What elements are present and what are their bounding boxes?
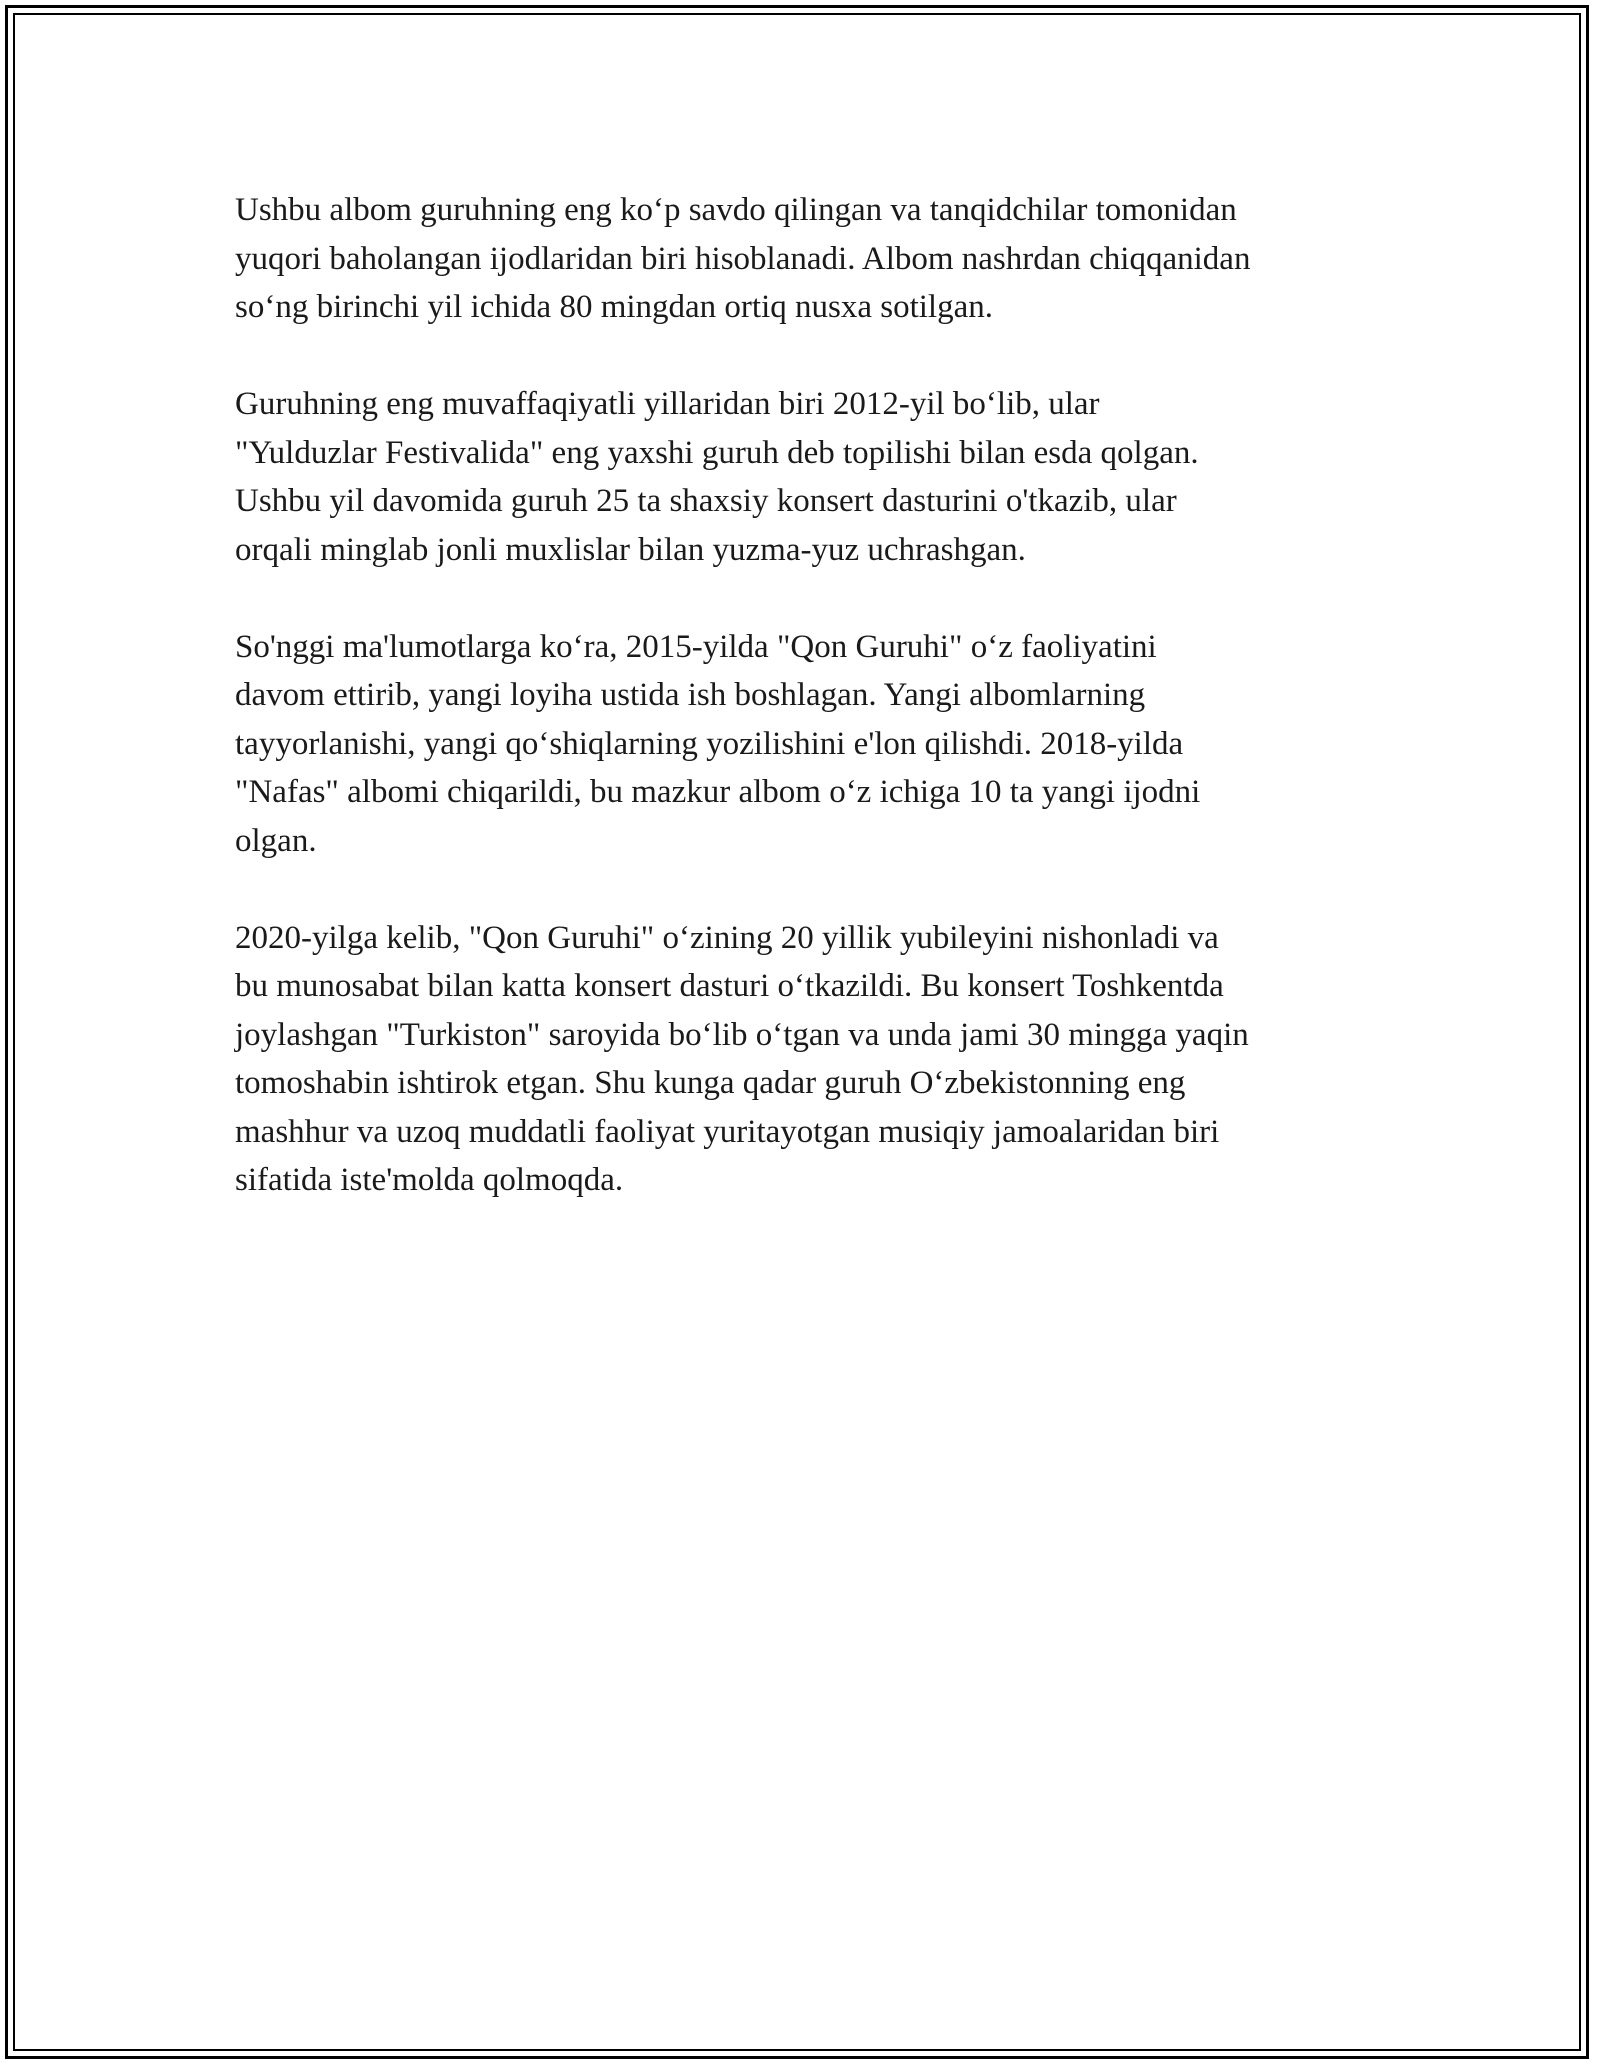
paragraph-4: 2020-yilga kelib, "Qon Guruhi" oʻzining 20 yillik yubileyini nishonladi va bu munosabat bilan katta konsert dasturi oʻtkazildi. Bu konsert Toshkentda joylashgan "Turkiston" saroyida boʻlib oʻtgan va unda jami 30 mingga yaqin tomoshabin ishtirok etgan. Shu kunga qadar guruh Oʻzbekistonning eng mashhur va uzoq muddatli faoliyat yuritayotgan musiqiy jamoalaridan biri sifatida iste'molda qolmoqda.	[235, 919, 1249, 1198]
paragraph-2: Guruhning eng muvaffaqiyatli yillaridan biri 2012-yil boʻlib, ular "Yulduzlar Festivalida" eng yaxshi guruh deb topilishi bilan esda qolgan. Ushbu yil davomida guruh 25 ta shaxsiy konsert dasturini o'tkazib, ular orqali minglab jonli muxlislar bilan yuzma-yuz uchrashgan.	[235, 386, 1199, 568]
paragraph-3: So'nggi ma'lumotlarga koʻra, 2015-yilda "Qon Guruhi" oʻz faoliyatini davom ettirib, yangi loyiha ustida ish boshlagan. Yangi albomlarning tayyorlanishi, yangi qoʻshiqlarning yozilishini e'lon qilishdi. 2018-yilda "Nafas" albomi chiqarildi, bu mazkur albom oʻz ichiga 10 ta yangi ijodni olgan.	[235, 628, 1201, 859]
document-body	[235, 186, 1380, 1253]
paragraph-1: Ushbu albom guruhning eng koʻp savdo qilingan va tanqidchilar tomonidan yuqori baholangan ijodlaridan biri hisoblanadi. Albom nashrdan chiqqanidan soʻng birinchi yil ichida 80 mingdan ortiq nusxa sotilgan.	[235, 192, 1251, 325]
